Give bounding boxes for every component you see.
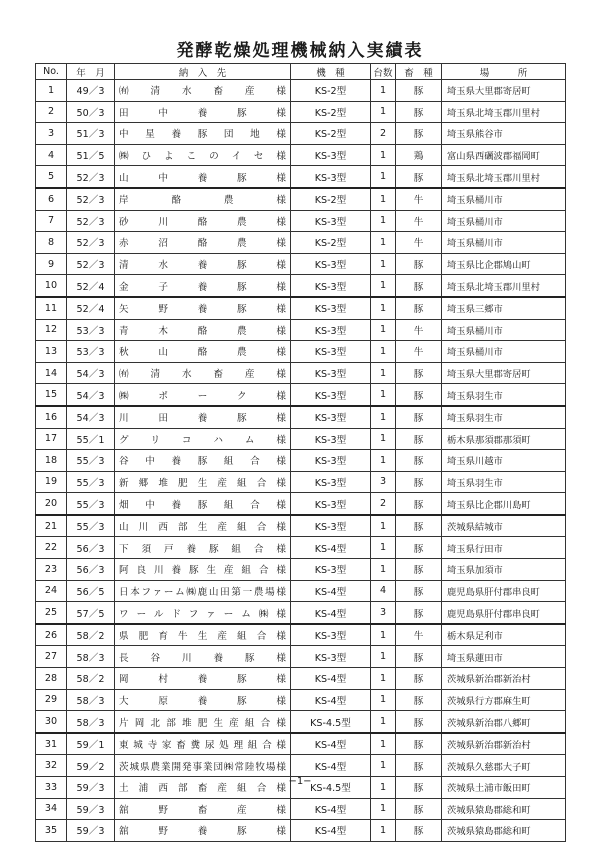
row-no: 29 <box>36 689 67 711</box>
row-customer: 青 木 酪 農 様 <box>115 319 291 341</box>
row-customer: 阿良川養豚生産組合様 <box>115 559 291 581</box>
table-header-row <box>36 64 566 80</box>
row-units: 1 <box>371 777 396 799</box>
row-location: 埼玉県桶川市 <box>442 210 566 232</box>
row-model: KS-3型 <box>291 384 371 406</box>
table-row <box>36 297 566 319</box>
row-livestock: 豚 <box>396 580 442 602</box>
table-row <box>36 144 566 166</box>
row-date: 53／3 <box>67 341 115 363</box>
row-no: 9 <box>36 253 67 275</box>
row-date: 55／3 <box>67 471 115 493</box>
row-location: 埼玉県蓮田市 <box>442 646 566 668</box>
row-units: 1 <box>371 275 396 297</box>
column-header-units: 台数 <box>371 64 396 80</box>
row-date: 59／3 <box>67 820 115 842</box>
row-no: 8 <box>36 232 67 254</box>
row-model: KS-3型 <box>291 253 371 275</box>
row-model: KS-3型 <box>291 362 371 384</box>
column-header-location: 場 所 <box>442 64 566 80</box>
row-units: 1 <box>371 559 396 581</box>
row-livestock: 豚 <box>396 559 442 581</box>
row-model: KS-3型 <box>291 166 371 188</box>
row-date: 58／3 <box>67 646 115 668</box>
table-row <box>36 755 566 777</box>
row-units: 2 <box>371 123 396 145</box>
row-units: 1 <box>371 297 396 319</box>
row-location: 埼玉県羽生市 <box>442 471 566 493</box>
row-model: KS-3型 <box>291 471 371 493</box>
row-date: 56／3 <box>67 537 115 559</box>
row-livestock: 牛 <box>396 188 442 210</box>
row-customer: 秋 山 酪 農 様 <box>115 341 291 363</box>
row-date: 56／5 <box>67 580 115 602</box>
row-units: 1 <box>371 80 396 102</box>
row-livestock: 豚 <box>396 166 442 188</box>
row-location: 鹿児島県肝付郡串良町 <box>442 580 566 602</box>
row-model: KS-3型 <box>291 450 371 472</box>
row-location: 埼玉県北埼玉郡川里村 <box>442 275 566 297</box>
table-row <box>36 580 566 602</box>
row-livestock: 鶏 <box>396 144 442 166</box>
row-units: 1 <box>371 450 396 472</box>
row-no: 1 <box>36 80 67 102</box>
page-number: −1− <box>288 776 312 787</box>
row-model: KS-4型 <box>291 755 371 777</box>
row-no: 18 <box>36 450 67 472</box>
row-livestock: 牛 <box>396 319 442 341</box>
row-date: 55／3 <box>67 515 115 537</box>
row-model: KS-3型 <box>291 559 371 581</box>
row-no: 12 <box>36 319 67 341</box>
row-date: 55／3 <box>67 450 115 472</box>
row-location: 埼玉県大里郡寄居町 <box>442 80 566 102</box>
table-row <box>36 123 566 145</box>
row-units: 1 <box>371 406 396 428</box>
row-customer: 新郷堆肥生産組合様 <box>115 471 291 493</box>
row-customer: ㈲ 清 水 畜 産 様 <box>115 362 291 384</box>
row-date: 59／2 <box>67 755 115 777</box>
row-customer: 谷中養豚組合様 <box>115 450 291 472</box>
table-row <box>36 689 566 711</box>
row-units: 1 <box>371 646 396 668</box>
row-date: 52／3 <box>67 232 115 254</box>
delivery-records-table <box>35 63 566 842</box>
row-date: 57／5 <box>67 602 115 624</box>
row-livestock: 豚 <box>396 711 442 733</box>
row-no: 4 <box>36 144 67 166</box>
row-date: 53／3 <box>67 319 115 341</box>
table-row <box>36 711 566 733</box>
row-no: 14 <box>36 362 67 384</box>
row-date: 52／4 <box>67 275 115 297</box>
row-no: 25 <box>36 602 67 624</box>
row-livestock: 豚 <box>396 733 442 755</box>
row-date: 59／3 <box>67 798 115 820</box>
table-row <box>36 362 566 384</box>
row-customer: 片岡北部堆肥生産組合様 <box>115 711 291 733</box>
row-date: 51／3 <box>67 123 115 145</box>
table-row <box>36 559 566 581</box>
row-no: 35 <box>36 820 67 842</box>
row-location: 埼玉県行田市 <box>442 537 566 559</box>
row-date: 58／3 <box>67 711 115 733</box>
row-livestock: 豚 <box>396 755 442 777</box>
row-model: KS-3型 <box>291 319 371 341</box>
row-units: 1 <box>371 820 396 842</box>
row-model: KS-3型 <box>291 515 371 537</box>
row-no: 24 <box>36 580 67 602</box>
row-no: 13 <box>36 341 67 363</box>
table-row <box>36 733 566 755</box>
row-no: 34 <box>36 798 67 820</box>
row-location: 栃木県那須郡那須町 <box>442 428 566 450</box>
row-model: KS-2型 <box>291 101 371 123</box>
row-location: 茨城県行方郡麻生町 <box>442 689 566 711</box>
row-model: KS-3型 <box>291 406 371 428</box>
row-customer: 岸 酪 農 様 <box>115 188 291 210</box>
row-customer: 県肥育牛生産組合様 <box>115 624 291 646</box>
row-date: 52／3 <box>67 253 115 275</box>
row-model: KS-4.5型 <box>291 711 371 733</box>
row-customer: 土浦西部畜産組合様 <box>115 777 291 799</box>
row-date: 51／5 <box>67 144 115 166</box>
row-customer: 赤 沼 酪 農 様 <box>115 232 291 254</box>
table-row <box>36 668 566 690</box>
row-location: 埼玉県桶川市 <box>442 319 566 341</box>
row-date: 49／3 <box>67 80 115 102</box>
row-location: 鹿児島県肝付郡串良町 <box>442 602 566 624</box>
table-row <box>36 624 566 646</box>
row-livestock: 豚 <box>396 798 442 820</box>
row-customer: 金 子 養 豚 様 <box>115 275 291 297</box>
row-livestock: 牛 <box>396 341 442 363</box>
row-customer: 川 田 養 豚 様 <box>115 406 291 428</box>
row-model: KS-4型 <box>291 580 371 602</box>
row-customer: 日本ファーム㈱鹿山田第一農場様 <box>115 580 291 602</box>
row-no: 33 <box>36 777 67 799</box>
row-location: 茨城県新治郡八郷町 <box>442 711 566 733</box>
table-row <box>36 515 566 537</box>
row-units: 2 <box>371 493 396 515</box>
row-location: 茨城県結城市 <box>442 515 566 537</box>
row-units: 1 <box>371 341 396 363</box>
row-livestock: 豚 <box>396 493 442 515</box>
page-title: 発酵乾燥処理機械納入実績表 <box>176 41 424 61</box>
row-model: KS-2型 <box>291 123 371 145</box>
row-location: 埼玉県加須市 <box>442 559 566 581</box>
row-units: 1 <box>371 362 396 384</box>
row-location: 茨城県久慈郡大子町 <box>442 755 566 777</box>
row-no: 30 <box>36 711 67 733</box>
row-livestock: 豚 <box>396 406 442 428</box>
row-customer: 山川西部生産組合様 <box>115 515 291 537</box>
row-livestock: 豚 <box>396 101 442 123</box>
row-no: 27 <box>36 646 67 668</box>
row-model: KS-3型 <box>291 341 371 363</box>
row-units: 1 <box>371 711 396 733</box>
row-model: KS-4型 <box>291 820 371 842</box>
row-units: 1 <box>371 384 396 406</box>
row-location: 埼玉県桶川市 <box>442 341 566 363</box>
row-model: KS-3型 <box>291 210 371 232</box>
table-row <box>36 101 566 123</box>
row-model: KS-4型 <box>291 689 371 711</box>
row-location: 埼玉県桶川市 <box>442 188 566 210</box>
row-livestock: 豚 <box>396 777 442 799</box>
row-location: 埼玉県熊谷市 <box>442 123 566 145</box>
row-units: 1 <box>371 101 396 123</box>
row-no: 20 <box>36 493 67 515</box>
row-customer: 山 中 養 豚 様 <box>115 166 291 188</box>
row-units: 1 <box>371 515 396 537</box>
row-no: 15 <box>36 384 67 406</box>
row-model: KS-4型 <box>291 733 371 755</box>
row-customer: 舘 野 養 豚 様 <box>115 820 291 842</box>
row-model: KS-3型 <box>291 493 371 515</box>
row-livestock: 豚 <box>396 253 442 275</box>
table-row <box>36 450 566 472</box>
row-livestock: 豚 <box>396 646 442 668</box>
row-customer: 岡 村 養 豚 様 <box>115 668 291 690</box>
row-model: KS-3型 <box>291 297 371 319</box>
table-row <box>36 319 566 341</box>
row-location: 埼玉県桶川市 <box>442 232 566 254</box>
row-model: KS-4.5型 <box>291 777 371 799</box>
row-livestock: 豚 <box>396 820 442 842</box>
row-date: 58／3 <box>67 689 115 711</box>
row-no: 2 <box>36 101 67 123</box>
row-units: 1 <box>371 668 396 690</box>
table-row <box>36 275 566 297</box>
row-model: KS-2型 <box>291 80 371 102</box>
row-location: 茨城県猿島郡総和町 <box>442 798 566 820</box>
row-location: 茨城県新治郡新治村 <box>442 668 566 690</box>
row-livestock: 豚 <box>396 450 442 472</box>
row-no: 21 <box>36 515 67 537</box>
row-date: 52／3 <box>67 188 115 210</box>
row-livestock: 豚 <box>396 80 442 102</box>
column-header-date: 年 月 <box>67 64 115 80</box>
row-units: 1 <box>371 253 396 275</box>
row-customer: グリコハム様 <box>115 428 291 450</box>
row-model: KS-3型 <box>291 646 371 668</box>
row-model: KS-4型 <box>291 602 371 624</box>
row-livestock: 豚 <box>396 515 442 537</box>
row-no: 22 <box>36 537 67 559</box>
row-date: 54／3 <box>67 406 115 428</box>
row-date: 52／3 <box>67 210 115 232</box>
row-model: KS-3型 <box>291 144 371 166</box>
row-no: 7 <box>36 210 67 232</box>
row-units: 3 <box>371 471 396 493</box>
row-no: 11 <box>36 297 67 319</box>
row-customer: ㈱ひよこのイセ様 <box>115 144 291 166</box>
row-units: 1 <box>371 188 396 210</box>
row-location: 埼玉県川越市 <box>442 450 566 472</box>
row-customer: 大 原 養 豚 様 <box>115 689 291 711</box>
row-livestock: 豚 <box>396 123 442 145</box>
column-header-no: No. <box>36 64 67 80</box>
row-customer: 中星養豚団地様 <box>115 123 291 145</box>
row-units: 1 <box>371 537 396 559</box>
row-livestock: 牛 <box>396 210 442 232</box>
row-livestock: 豚 <box>396 384 442 406</box>
row-customer: 矢 野 養 豚 様 <box>115 297 291 319</box>
row-customer: 長 谷 川 養 豚 様 <box>115 646 291 668</box>
column-header-customer: 納 入 先 <box>115 64 291 80</box>
column-header-livestock: 畜 種 <box>396 64 442 80</box>
row-date: 59／3 <box>67 777 115 799</box>
row-location: 富山県西礪波郡福岡町 <box>442 144 566 166</box>
row-location: 埼玉県三郷市 <box>442 297 566 319</box>
table-row <box>36 166 566 188</box>
row-livestock: 豚 <box>396 297 442 319</box>
table-row <box>36 820 566 842</box>
table-row <box>36 210 566 232</box>
row-livestock: 豚 <box>396 602 442 624</box>
row-livestock: 豚 <box>396 275 442 297</box>
row-date: 52／4 <box>67 297 115 319</box>
row-livestock: 牛 <box>396 624 442 646</box>
table-row <box>36 798 566 820</box>
row-no: 17 <box>36 428 67 450</box>
row-customer: ㈱ ポ ー ク 様 <box>115 384 291 406</box>
row-customer: 田 中 養 豚 様 <box>115 101 291 123</box>
table-row <box>36 80 566 102</box>
row-livestock: 豚 <box>396 362 442 384</box>
row-date: 58／2 <box>67 624 115 646</box>
row-livestock: 牛 <box>396 232 442 254</box>
row-units: 1 <box>371 166 396 188</box>
row-customer: ㈲ 清 水 畜 産 様 <box>115 80 291 102</box>
table-row <box>36 341 566 363</box>
table-row <box>36 646 566 668</box>
row-model: KS-4型 <box>291 798 371 820</box>
row-customer: ワールドファーム㈱様 <box>115 602 291 624</box>
row-no: 32 <box>36 755 67 777</box>
row-units: 1 <box>371 144 396 166</box>
table-row <box>36 428 566 450</box>
row-model: KS-3型 <box>291 275 371 297</box>
row-units: 1 <box>371 210 396 232</box>
row-customer: 畑中養豚組合様 <box>115 493 291 515</box>
row-model: KS-2型 <box>291 232 371 254</box>
row-date: 54／3 <box>67 384 115 406</box>
row-model: KS-3型 <box>291 624 371 646</box>
row-units: 4 <box>371 580 396 602</box>
row-location: 埼玉県羽生市 <box>442 384 566 406</box>
row-no: 23 <box>36 559 67 581</box>
row-date: 55／1 <box>67 428 115 450</box>
row-location: 茨城県猿島郡総和町 <box>442 820 566 842</box>
table-row <box>36 471 566 493</box>
row-customer: 砂 川 酪 農 様 <box>115 210 291 232</box>
row-customer: 清 水 養 豚 様 <box>115 253 291 275</box>
row-no: 16 <box>36 406 67 428</box>
table-row <box>36 406 566 428</box>
row-date: 50／3 <box>67 101 115 123</box>
row-no: 10 <box>36 275 67 297</box>
row-livestock: 豚 <box>396 428 442 450</box>
row-units: 1 <box>371 624 396 646</box>
row-no: 28 <box>36 668 67 690</box>
row-date: 58／2 <box>67 668 115 690</box>
row-location: 茨城県土浦市飯田町 <box>442 777 566 799</box>
row-model: KS-3型 <box>291 428 371 450</box>
row-date: 54／3 <box>67 362 115 384</box>
row-livestock: 豚 <box>396 689 442 711</box>
row-units: 1 <box>371 755 396 777</box>
table-row <box>36 602 566 624</box>
table-row <box>36 253 566 275</box>
row-units: 3 <box>371 602 396 624</box>
row-no: 3 <box>36 123 67 145</box>
row-units: 1 <box>371 232 396 254</box>
row-units: 1 <box>371 689 396 711</box>
table-row <box>36 232 566 254</box>
row-model: KS-2型 <box>291 188 371 210</box>
table-row <box>36 537 566 559</box>
row-livestock: 豚 <box>396 537 442 559</box>
row-customer: 茨城県農業開発事業団㈱常陸牧場様 <box>115 755 291 777</box>
row-date: 55／3 <box>67 493 115 515</box>
row-location: 埼玉県羽生市 <box>442 406 566 428</box>
row-units: 1 <box>371 428 396 450</box>
row-units: 1 <box>371 733 396 755</box>
row-no: 26 <box>36 624 67 646</box>
row-location: 埼玉県比企郡川島町 <box>442 493 566 515</box>
row-customer: 東城寺家畜糞尿処理組合様 <box>115 733 291 755</box>
row-model: KS-4型 <box>291 668 371 690</box>
row-location: 埼玉県北埼玉郡川里村 <box>442 166 566 188</box>
row-customer: 下須戸養豚組合様 <box>115 537 291 559</box>
row-location: 埼玉県北埼玉郡川里村 <box>442 101 566 123</box>
row-model: KS-4型 <box>291 537 371 559</box>
table-row <box>36 384 566 406</box>
row-location: 栃木県足利市 <box>442 624 566 646</box>
row-location: 埼玉県比企郡鳩山町 <box>442 253 566 275</box>
row-customer: 舘 野 畜 産 様 <box>115 798 291 820</box>
table-row <box>36 493 566 515</box>
row-no: 31 <box>36 733 67 755</box>
column-header-model: 機 種 <box>291 64 371 80</box>
row-date: 56／3 <box>67 559 115 581</box>
row-units: 1 <box>371 798 396 820</box>
row-units: 1 <box>371 319 396 341</box>
row-no: 6 <box>36 188 67 210</box>
row-livestock: 豚 <box>396 471 442 493</box>
row-no: 5 <box>36 166 67 188</box>
table-row <box>36 188 566 210</box>
row-location: 茨城県新治郡新治村 <box>442 733 566 755</box>
row-livestock: 豚 <box>396 668 442 690</box>
row-no: 19 <box>36 471 67 493</box>
row-date: 59／1 <box>67 733 115 755</box>
row-location: 埼玉県大里郡寄居町 <box>442 362 566 384</box>
row-date: 52／3 <box>67 166 115 188</box>
